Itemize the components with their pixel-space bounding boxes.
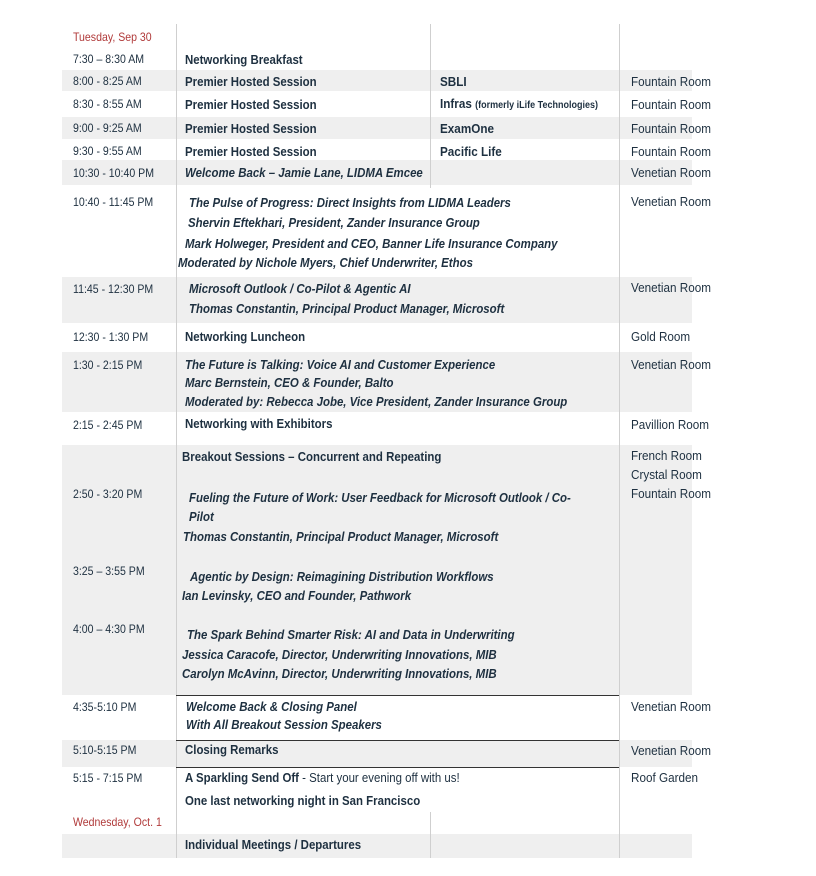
session-time: 12:30 - 1:30 PM (73, 330, 149, 344)
session-moderator: Moderated by: Rebecca Jobe, Vice President, Zander Insurance Group (185, 394, 568, 409)
session-room: Fountain Room (631, 74, 712, 89)
session-speaker: Thomas Constantin, Principal Product Manager, Microsoft (183, 529, 499, 544)
session-time: 4:35-5:10 PM (73, 700, 137, 714)
session-time: 3:25 – 3:55 PM (73, 564, 145, 578)
session-title: Individual Meetings / Departures (185, 837, 362, 852)
session-speaker: Shervin Eftekhari, President, Zander Insurance Group (188, 215, 480, 230)
session-room: Gold Room (631, 329, 691, 344)
session-sponsor: SBLI (440, 74, 467, 89)
column-divider (430, 812, 431, 858)
session-title: Microsoft Outlook / Co-Pilot & Agentic AI (189, 281, 411, 296)
row-band (62, 740, 692, 767)
session-title: Fueling the Future of Work: User Feedback for Microsoft Outlook / Co- (189, 490, 571, 505)
session-time: 7:30 – 8:30 AM (73, 52, 145, 66)
session-title: Networking Breakfast (185, 52, 303, 67)
session-speaker: Mark Holweger, President and CEO, Banner Life Insurance Company (185, 236, 558, 251)
breakout-room: French Room (631, 448, 702, 463)
breakout-room: Crystal Room (631, 467, 702, 482)
session-time: 11:45 - 12:30 PM (73, 282, 154, 296)
rule (176, 695, 619, 696)
session-title: Premier Hosted Session (185, 144, 317, 159)
session-time: 2:15 - 2:45 PM (73, 418, 143, 432)
session-title: Premier Hosted Session (185, 97, 317, 112)
session-title-main: A Sparkling Send Off (185, 770, 299, 785)
session-speaker: Jessica Caracofe, Director, Underwriting Innovations, MIB (182, 647, 497, 662)
session-room: Pavillion Room (631, 417, 710, 432)
session-room: Roof Garden (631, 770, 698, 785)
sponsor-name: Infras (440, 96, 472, 111)
session-sponsor (440, 97, 598, 111)
session-title: The Pulse of Progress: Direct Insights from LIDMA Leaders (189, 195, 511, 210)
sponsor-note: (formerly iLife Technologies) (475, 100, 598, 111)
rule (176, 767, 619, 768)
row-band (62, 117, 692, 139)
day-header-wednesday: Wednesday, Oct. 1 (73, 815, 162, 829)
session-title: Closing Remarks (185, 742, 279, 757)
session-room: Venetian Room (631, 165, 712, 180)
session-time: 10:30 - 10:40 PM (73, 166, 155, 180)
session-title: Networking with Exhibitors (185, 416, 333, 431)
row-band (62, 70, 692, 91)
session-title: Agentic by Design: Reimagining Distribution Workflows (190, 569, 494, 584)
session-room: Fountain Room (631, 121, 712, 136)
session-subtitle: With All Breakout Session Speakers (186, 717, 382, 732)
session-room: Venetian Room (631, 743, 712, 758)
session-subtitle: One last networking night in San Francisco (185, 793, 421, 808)
session-speaker: Ian Levinsky, CEO and Founder, Pathwork (182, 588, 412, 603)
breakout-header: Breakout Sessions – Concurrent and Repeating (182, 449, 442, 464)
session-time: 4:00 – 4:30 PM (73, 622, 145, 636)
row-band (62, 834, 692, 858)
session-time: 1:30 - 2:15 PM (73, 358, 143, 372)
session-time: 8:00 - 8:25 AM (73, 74, 142, 88)
session-title-suffix: - Start your evening off with us! (298, 770, 460, 785)
session-time: 2:50 - 3:20 PM (73, 487, 143, 501)
session-title (185, 771, 460, 784)
rule (176, 740, 619, 741)
column-divider (430, 24, 431, 188)
session-time: 9:30 - 9:55 AM (73, 144, 142, 158)
day-header-tuesday: Tuesday, Sep 30 (73, 30, 152, 44)
session-title: Pilot (189, 509, 214, 524)
session-room: Venetian Room (631, 357, 712, 372)
session-sponsor: Pacific Life (440, 144, 502, 159)
session-time: 5:10-5:15 PM (73, 743, 137, 757)
session-sponsor: ExamOne (440, 121, 494, 136)
session-room: Venetian Room (631, 280, 712, 295)
session-room: Venetian Room (631, 194, 712, 209)
session-room: Fountain Room (631, 144, 712, 159)
session-title: Welcome Back & Closing Panel (186, 699, 357, 714)
session-title: Premier Hosted Session (185, 121, 317, 136)
session-time: 5:15 - 7:15 PM (73, 771, 143, 785)
column-divider (176, 24, 177, 858)
session-speaker: Carolyn McAvinn, Director, Underwriting Innovations, MIB (182, 666, 497, 681)
session-speaker: Marc Bernstein, CEO & Founder, Balto (185, 375, 394, 390)
session-title: The Spark Behind Smarter Risk: AI and Data in Underwriting (187, 627, 515, 642)
session-title: Premier Hosted Session (185, 74, 317, 89)
session-room: Venetian Room (631, 699, 712, 714)
session-time: 9:00 - 9:25 AM (73, 121, 142, 135)
session-title: The Future is Talking: Voice AI and Customer Experience (185, 357, 496, 372)
column-divider (619, 24, 620, 858)
session-room: Fountain Room (631, 97, 712, 112)
session-title: Networking Luncheon (185, 329, 306, 344)
session-speaker: Thomas Constantin, Principal Product Manager, Microsoft (189, 301, 505, 316)
session-time: 8:30 - 8:55 AM (73, 97, 142, 111)
breakout-room: Fountain Room (631, 486, 712, 501)
session-time: 10:40 - 11:45 PM (73, 195, 154, 209)
session-title: Welcome Back – Jamie Lane, LIDMA Emcee (185, 165, 423, 180)
session-moderator: Moderated by Nichole Myers, Chief Underwriter, Ethos (178, 255, 473, 270)
